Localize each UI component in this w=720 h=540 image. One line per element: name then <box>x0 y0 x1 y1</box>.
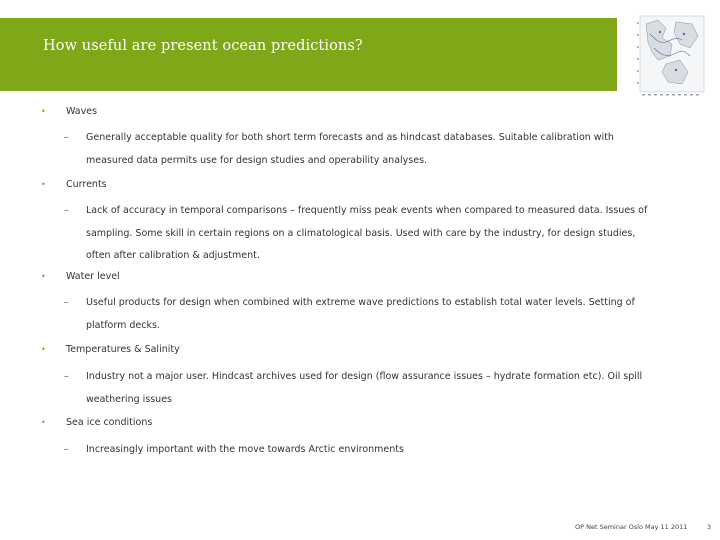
detail-currents: Lack of accuracy in temporal comparisons – frequently miss peak events when compared to measured data. Issues of sampling. Some skill in certain regions on a climatological basis. Used with care by the industry, for design studies, often after calibration & adjustment. <box>86 205 648 261</box>
detail-waves: Generally acceptable quality for both short term forecasts and as hindcast databases. Suitable calibration with measured data permits use for design studies and operability analyses. <box>86 132 614 166</box>
page-number: 3 <box>707 523 712 531</box>
detail-temperature-salinity: Industry not a major user. Hindcast archives used for design (flow assurance issues – hydrate formation etc). Oil spill weathering issues <box>86 371 643 405</box>
bullet-currents: Currents <box>66 179 107 190</box>
bullet-temperature-salinity: Temperatures & Salinity <box>66 344 180 355</box>
dash-icon: – <box>64 444 69 455</box>
bullet-icon: • <box>41 107 46 116</box>
bullet-waves: Waves <box>66 106 98 117</box>
dash-icon: – <box>64 132 69 143</box>
dash-icon: – <box>64 205 69 216</box>
bullet-icon: • <box>41 345 46 354</box>
slide-title: How useful are present ocean predictions? <box>43 38 363 54</box>
bullet-icon: • <box>41 180 46 189</box>
detail-water-level: Useful products for design when combined with extreme wave predictions to establish total water levels. Setting of platform decks. <box>86 297 635 331</box>
slide-footer: OP Net Seminar Oslo May 11 2011 <box>575 523 688 531</box>
dash-icon: – <box>64 371 69 382</box>
bullet-sea-ice: Sea ice conditions <box>66 417 153 428</box>
bullet-icon: • <box>41 272 46 281</box>
bullet-icon: • <box>41 418 46 427</box>
dash-icon: – <box>64 297 69 308</box>
detail-sea-ice: Increasingly important with the move towards Arctic environments <box>86 444 404 455</box>
bullet-water-level: Water level <box>66 271 120 282</box>
